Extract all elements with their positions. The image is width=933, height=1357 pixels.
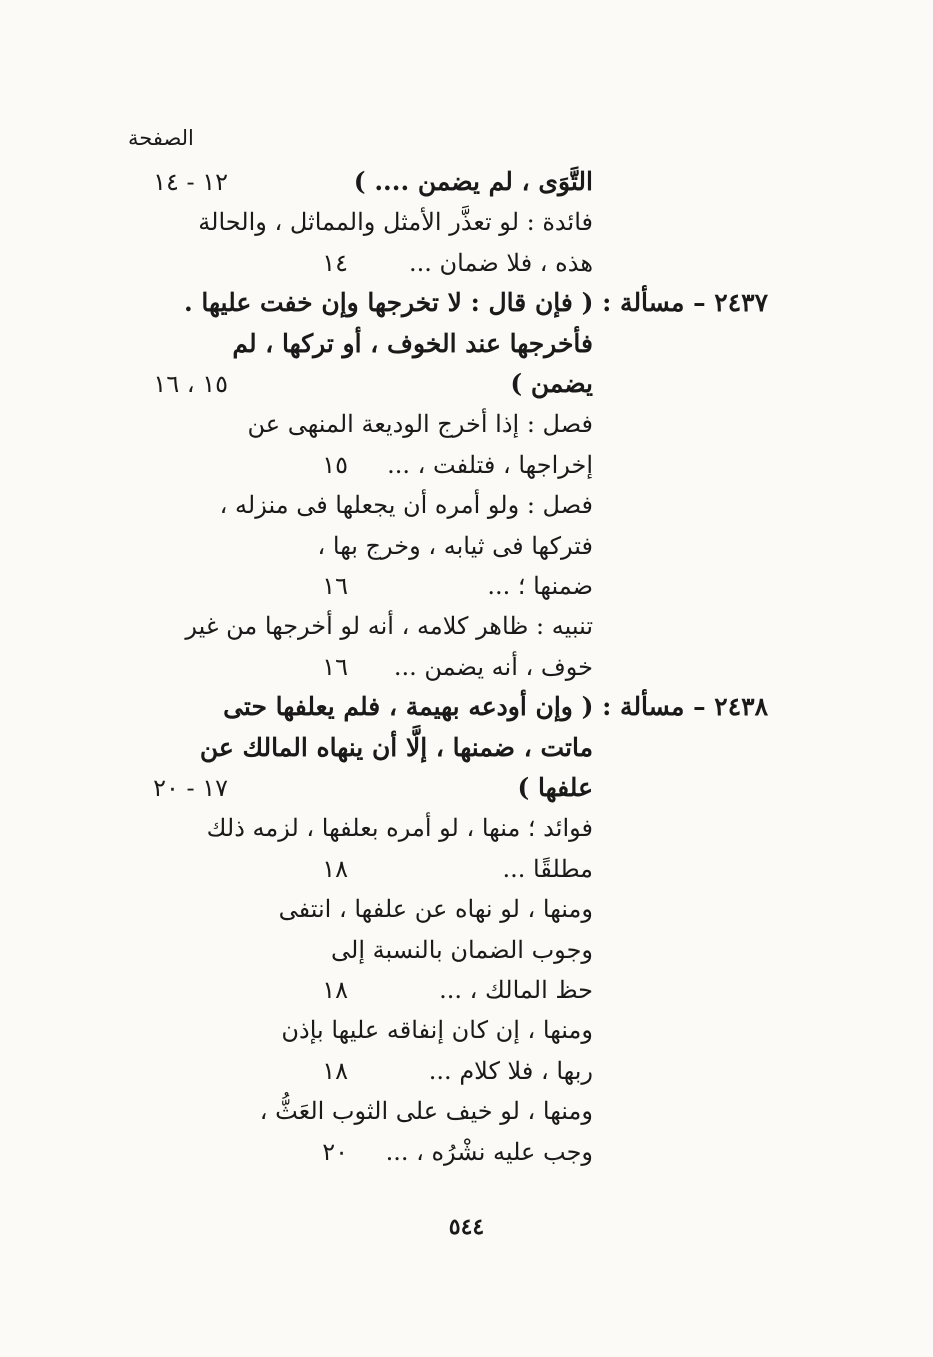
index-line-text: ومنها ، لو نهاه عن علفها ، انتفى <box>278 895 593 924</box>
index-line-text: تنبيه : ظاهر كلامه ، أنه لو أخرجها من غير <box>185 612 593 641</box>
index-line <box>0 1051 933 1091</box>
index-line-page-ref: ١٤ <box>322 248 348 277</box>
index-line <box>0 404 933 444</box>
index-line <box>0 324 933 364</box>
index-line-text: ٢٤٣٨ – مسألة : ( وإن أودعه بهيمة ، فلم يعلفها حتى <box>223 692 768 722</box>
index-line <box>0 1132 933 1172</box>
index-line-page-ref: ١٨ <box>322 1056 348 1085</box>
index-line-text: ٢٤٣٧ – مسألة : ( فإن قال : لا تخرجها وإن خفت عليها . <box>184 288 768 318</box>
index-line <box>0 162 933 202</box>
index-line <box>0 808 933 848</box>
index-line-text: التَّوَى ، لم يضمن .... ) <box>353 167 593 196</box>
index-line-text: إخراجها ، فتلفت ، ... <box>387 450 593 479</box>
index-line <box>0 526 933 566</box>
index-line-text: فوائد ؛ منها ، لو أمره بعلفها ، لزمه ذلك <box>206 814 593 843</box>
index-line-text: فأخرجها عند الخوف ، أو تركها ، لم <box>232 328 593 358</box>
index-line-text: ماتت ، ضمنها ، إلَّا أن ينهاه المالك عن <box>199 732 593 762</box>
index-line-page-ref: ١٥ <box>322 450 348 479</box>
index-line <box>0 243 933 283</box>
index-line-page-ref: ١٢ - ١٤ <box>153 168 228 196</box>
index-line-text: هذه ، فلا ضمان ... <box>409 248 593 277</box>
index-line-text: فتركها فى ثيابه ، وخرج بها ، <box>317 531 593 560</box>
index-line-text: مطلقًا ... <box>502 854 593 883</box>
index-line-text: علفها ) <box>517 773 593 802</box>
index-line <box>0 768 933 808</box>
index-line <box>0 606 933 646</box>
index-line-page-ref: ٢٠ <box>322 1137 348 1166</box>
index-line-text: ومنها ، إن كان إنفاقه عليها بإذن <box>281 1016 593 1045</box>
index-line-text: وجب عليه نشْرُه ، ... <box>385 1137 593 1166</box>
index-line <box>0 1091 933 1131</box>
index-line-text: فائدة : لو تعذَّر الأمثل والمماثل ، والحالة <box>198 208 593 237</box>
index-line <box>0 283 933 323</box>
index-line <box>0 889 933 929</box>
index-line-text: فصل : إذا أخرج الوديعة المنهى عن <box>247 410 593 439</box>
index-line <box>0 445 933 485</box>
index-line-page-ref: ١٧ - ٢٠ <box>153 774 228 802</box>
index-line-text: حظ المالك ، ... <box>439 976 593 1004</box>
index-line-text: يضمن ) <box>510 369 593 398</box>
index-line-text: ربها ، فلا كلام ... <box>428 1056 593 1085</box>
index-line <box>0 849 933 889</box>
page-number: ٥٤٤ <box>448 1214 485 1240</box>
index-line-text: خوف ، أنه يضمن ... <box>393 652 593 681</box>
index-line-page-ref: ١٨ <box>322 854 348 883</box>
index-line <box>0 970 933 1010</box>
index-line-page-ref: ١٥ ، ١٦ <box>153 370 228 398</box>
index-line-text: فصل : ولو أمره أن يجعلها فى منزله ، <box>219 491 593 520</box>
index-line-text: وجوب الضمان بالنسبة إلى <box>331 935 593 964</box>
page-column-header: الصفحة <box>128 126 194 150</box>
index-line <box>0 687 933 727</box>
index-line <box>0 566 933 606</box>
index-line <box>0 647 933 687</box>
index-line <box>0 930 933 970</box>
index-line <box>0 1010 933 1050</box>
index-line-page-ref: ١٦ <box>322 572 348 600</box>
index-line <box>0 202 933 242</box>
index-line <box>0 364 933 404</box>
index-line-text: ضمنها ؛ ... <box>487 572 593 600</box>
index-line <box>0 728 933 768</box>
index-line-text: ومنها ، لو خيف على الثوب العَثُّ ، <box>259 1097 593 1126</box>
index-line-page-ref: ١٨ <box>322 976 348 1004</box>
index-line <box>0 485 933 525</box>
index-line-page-ref: ١٦ <box>322 652 348 681</box>
